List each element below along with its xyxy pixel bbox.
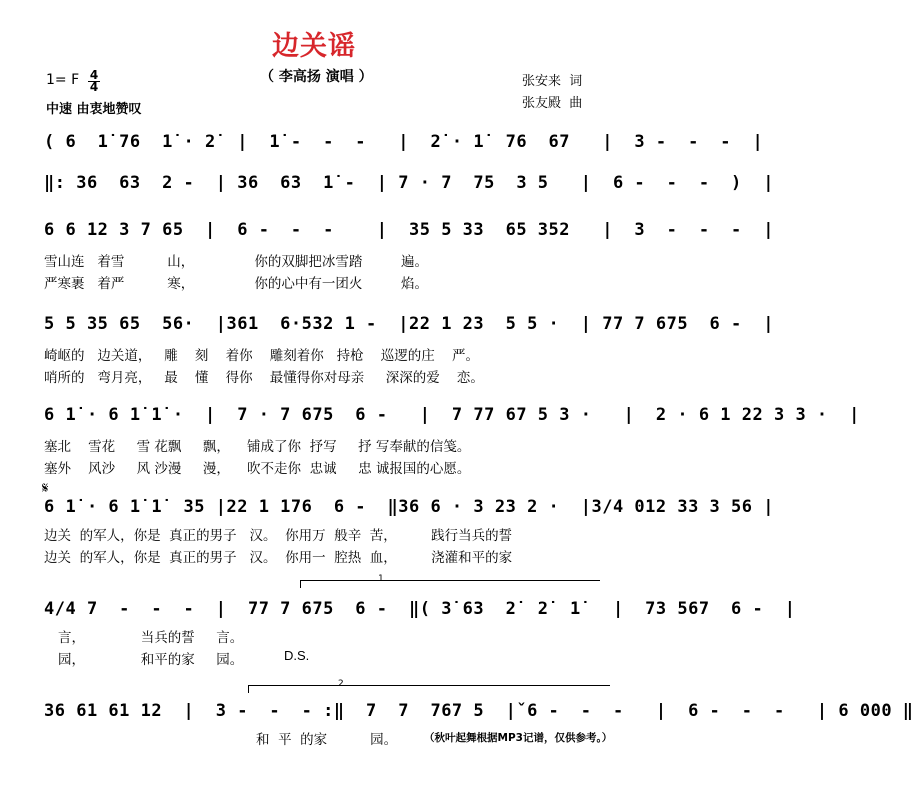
song-title: 边关谣	[272, 31, 356, 62]
volta-2-number: 2	[338, 679, 344, 689]
score-line-4: 5 5 35 65 56· |361 6·532 1 - |22 1 23 5 5 · | 77 7 675 6 - |	[44, 314, 774, 334]
score-line-3: 6 6 12 3 7 65 | 6 - - - | 35 5 33 65 352 | 3 - - - |	[44, 220, 774, 240]
volta-2-bracket	[248, 685, 610, 686]
lyrics-line-7a: 言， 当兵的誓 言。	[58, 630, 244, 646]
lyrics-line-3b: 严寒裹 着严 寒， 你的心中有一团火 焰。	[44, 276, 428, 292]
segno-sign: 𝄋	[42, 479, 49, 497]
composer-credit: 张友殿 曲	[522, 96, 583, 111]
volta-2-bracket-tick	[248, 685, 249, 693]
transcription-note: （秋叶起舞根据MP3记谱，仅供参考。）	[424, 732, 613, 744]
lyrics-line-7b: 园， 和平的家 园。	[58, 652, 244, 668]
tempo-marking: 中速 由衷地赞叹	[46, 102, 142, 117]
ds-marking: D.S.	[284, 648, 310, 663]
singer-credit: （ 李高扬 演唱 ）	[260, 69, 373, 85]
volta-1-number: 1	[378, 574, 384, 584]
volta-1-bracket-tick	[300, 580, 301, 588]
score-line-1: ( 6 1̇ 76 1̇ · 2̇ | 1̇ - - - | 2̇ · 1̇ 76 67 | 3 - - - |	[44, 132, 764, 152]
lyrics-line-5a: 塞北 雪花 雪 花飘 飘， 铺成了你 抒写 抒 写奉献的信笺。	[44, 439, 471, 455]
lyrics-line-6b: 边关 的军人，你是 真正的男子 汉。 你用一 腔热 血， 浇灌和平的家	[44, 550, 513, 566]
time-signature-top: 4	[89, 68, 99, 82]
lyricist-credit: 张安来 词	[522, 74, 583, 89]
score-line-8: 36 61 61 12 | 3 - - - :‖ 7 7 767 5 |ˇ6 - - - | 6 - - - | 6 000 ‖	[44, 701, 914, 721]
score-line-6: 6 1̇ · 6 1̇ 1̇ 35 |22 1 176 6 - ‖36 6 · 3 23 2 · |3/4 012 33 3 56 |	[44, 497, 774, 517]
lyrics-line-4b: 哨所的 弯月亮， 最 懂 得你 最懂得你对母亲 深深的爱 恋。	[44, 370, 484, 386]
score-line-7: 4/4 7 - - - | 77 7 675 6 - ‖( 3̇ 63 2̇ 2̇ 1̇ | 73 567 6 - |	[44, 599, 796, 619]
time-signature	[88, 70, 100, 93]
key-signature: 1= F	[46, 72, 80, 88]
lyrics-line-4a: 崎岖的 边关道， 雕 刻 着你 雕刻着你 持枪 巡逻的庄 严。	[44, 348, 479, 364]
lyrics-line-6a: 边关 的军人，你是 真正的男子 汉。 你用万 般辛 苦， 践行当兵的誓	[44, 528, 513, 544]
lyrics-line-8: 和 平 的家 园。	[256, 732, 398, 748]
volta-1-bracket	[300, 580, 600, 581]
time-signature-bottom: 4	[89, 80, 99, 94]
lyrics-line-3a: 雪山连 着雪 山， 你的双脚把冰雪踏 遍。	[44, 254, 428, 270]
score-line-2: ‖: 36 63 2 - | 36 63 1̇ - | 7 · 7 75 3 5 | 6 - - - ) |	[44, 173, 774, 193]
score-line-5: 6 1̇ · 6 1̇ 1̇ · | 7 · 7 675 6 - | 7 77 67 5 3 · | 2 · 6 1 22 3 3 · |	[44, 405, 860, 425]
lyrics-line-5b: 塞外 风沙 风 沙漫 漫， 吹不走你 忠诚 忠 诚报国的心愿。	[44, 461, 471, 477]
